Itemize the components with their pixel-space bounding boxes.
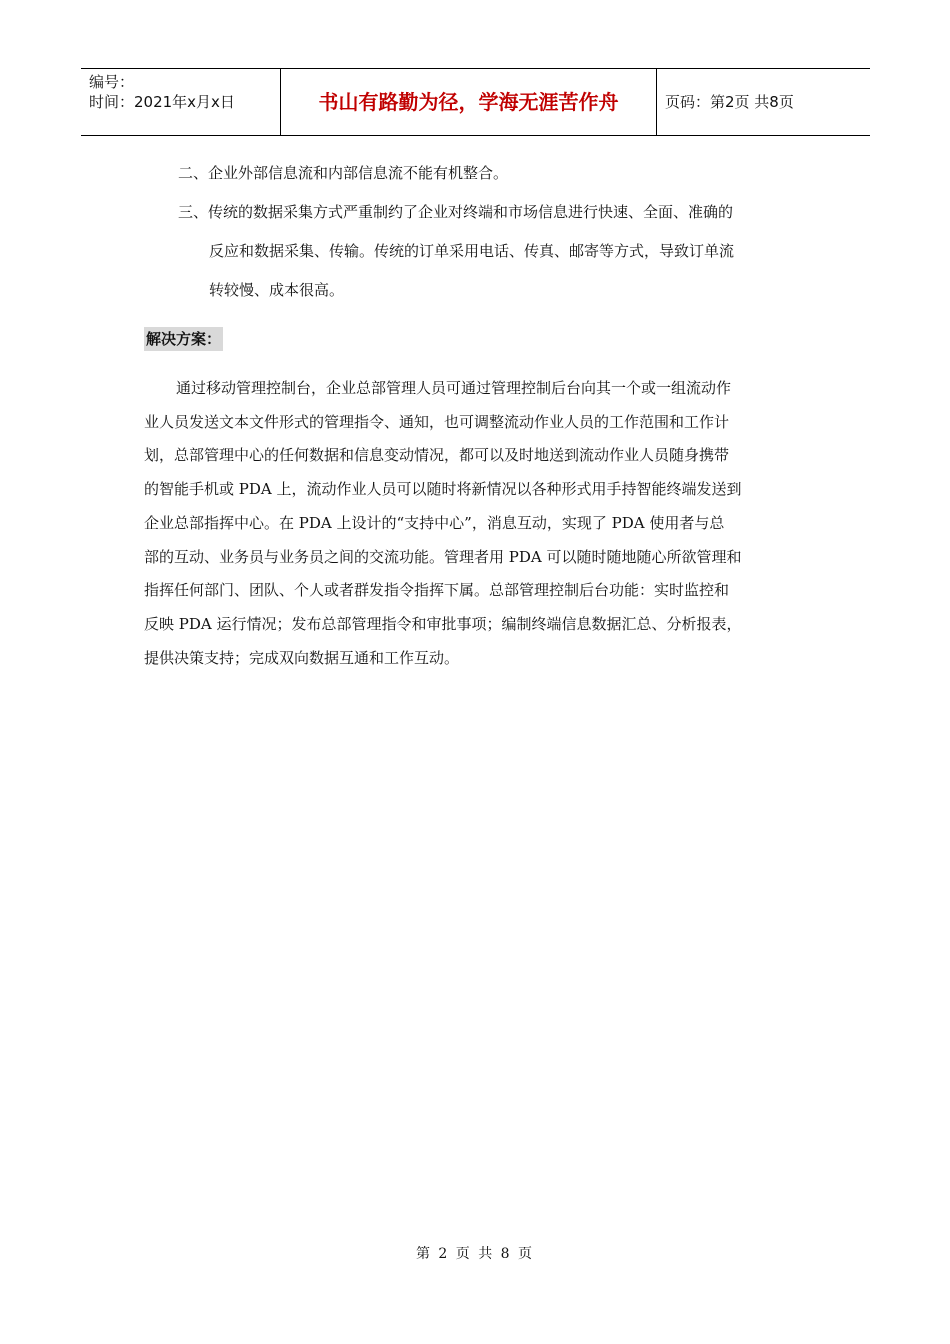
list-item-line: 二、企业外部信息流和内部信息流不能有机整合。 xyxy=(178,164,509,182)
paragraph-line: 提供决策支持；完成双向数据互通和工作互动。 xyxy=(144,648,460,667)
header-page-info: 页码：第2页 共8页 xyxy=(665,93,794,111)
paragraph-line: 划，总部管理中心的任何数据和信息变动情况，都可以及时地送到流动作业人员随身携带 xyxy=(144,446,730,465)
paragraph-line: 反映 PDA 运行情况；发布总部管理指令和审批事项；编制终端信息数据汇总、分析报表， xyxy=(144,614,742,633)
list-item xyxy=(178,154,818,193)
list-item-line: 转较慢、成本很高。 xyxy=(209,281,345,299)
paragraph-line: 部的互动、业务员与业务员之间的交流功能。管理者用 PDA 可以随时随地随心所欲管理和 xyxy=(144,547,742,566)
document-number-label: 编号： xyxy=(89,73,135,91)
paragraph-line: 企业总部指挥中心。在 PDA 上设计的“支持中心”，消息互动，实现了 PDA 使用者与总 xyxy=(144,513,725,532)
section-heading: 解决方案： xyxy=(144,327,223,351)
paragraph-line: 的智能手机或 PDA 上，流动作业人员可以随时将新情况以各种形式用手持智能终端发送到 xyxy=(144,480,742,499)
list-item-line: 三、传统的数据采集方式严重制约了企业对终端和市场信息进行快速、全面、准确的 xyxy=(178,203,734,221)
header-motto: 书山有路勤为径，学海无涯苦作舟 xyxy=(281,69,657,135)
paragraph-line: 指挥任何部门、团队、个人或者群发指令指挥下属。总部管理控制后台功能：实时监控和 xyxy=(144,581,730,600)
paragraph-line: 通过移动管理控制台，企业总部管理人员可通过管理控制后台向其一个或一组流动作 xyxy=(176,379,732,397)
page-header xyxy=(81,68,870,136)
paragraph-line: 业人员发送文本文件形式的管理指令、通知，也可调整流动作业人员的工作范围和工作计 xyxy=(144,412,730,431)
page-footer: 第 2 页 共 8 页 xyxy=(415,1246,535,1262)
problem-list xyxy=(178,154,818,310)
solution-paragraph xyxy=(144,372,824,675)
document-date: 时间：2021年x月x日 xyxy=(89,93,235,111)
header-meta-cell xyxy=(81,69,281,135)
list-item-line: 反应和数据采集、传输。传统的订单采用电话、传真、邮寄等方式，导致订单流 xyxy=(209,242,735,260)
list-item xyxy=(178,193,818,310)
